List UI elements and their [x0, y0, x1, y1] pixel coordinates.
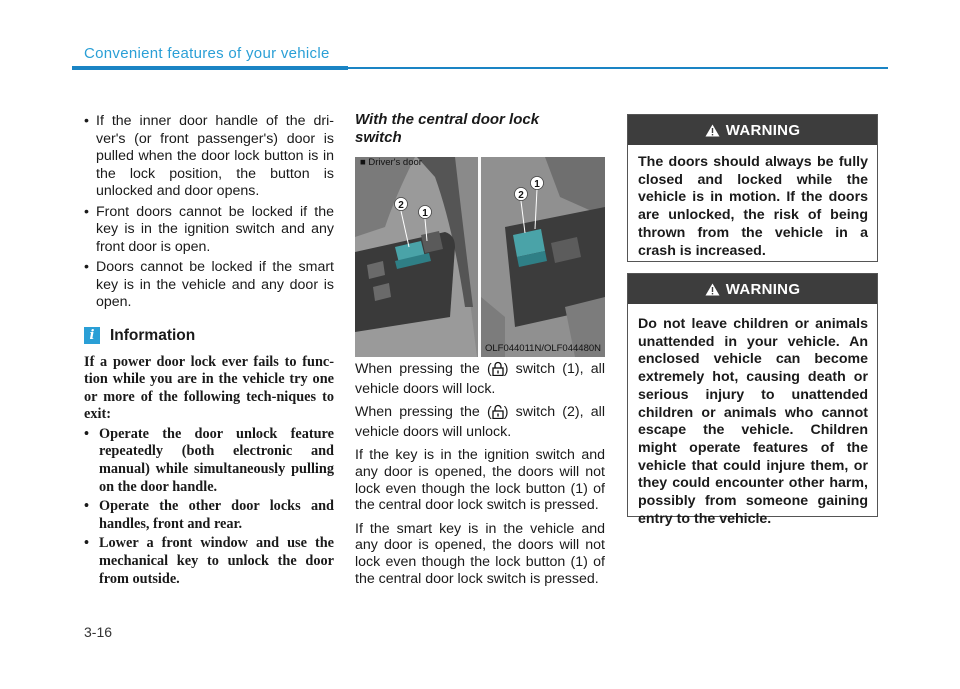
warning-box	[627, 114, 878, 262]
info-icon: i	[84, 327, 100, 344]
warning-header	[628, 115, 877, 145]
paragraph: If the smart key is in the vehicle and any door is opened, the doors will not lock even though the lock button (1) of the central door lock switch is pressed.	[355, 520, 605, 587]
door-switch-figure	[355, 157, 605, 357]
header-rule	[348, 67, 888, 69]
information-heading	[84, 327, 334, 345]
figure-code: OLF044011N/OLF044480N	[484, 343, 601, 354]
door-switch-illustration	[355, 157, 605, 357]
warning-box	[627, 273, 878, 527]
list-item: • Operate the other door locks and handles, front and rear.	[84, 498, 334, 533]
warning-label: WARNING	[725, 121, 801, 139]
text-run: ) switch (2), all vehicle doors will unlock.	[355, 404, 605, 440]
paragraph: If the key is in the ignition switch and any door is opened, the doors will not lock even though the lock button (1) of the central door lock switch is pressed.	[355, 447, 605, 514]
warning-header	[628, 274, 877, 304]
callout-1: 1	[534, 179, 540, 190]
warning-triangle-icon	[705, 124, 720, 137]
information-list	[84, 426, 334, 588]
callout-2: 2	[518, 190, 524, 201]
section-title: With the central door lock switch	[355, 111, 540, 146]
chapter-title: Convenient features of your vehicle	[84, 45, 330, 62]
warning-label: WARNING	[725, 280, 801, 298]
text-run: ) switch (1), all vehicle doors will lock.	[355, 361, 605, 397]
unlock-icon	[492, 404, 504, 424]
information-body	[84, 354, 334, 589]
list-item: • Operate the door unlock feature repeatedly (both electronic and manual) while simultaneously pulling on the door handle.	[84, 426, 334, 496]
list-item: • Doors cannot be locked if the smart key is in the vehicle and any door is open.	[84, 259, 334, 312]
section-body	[355, 361, 605, 594]
warning-text: The doors should always be fully closed and locked while the vehicle is in motion. If the doors are unlocked, the risk of being thrown from the vehicle in a crash is increased.	[638, 154, 868, 259]
list-item: • Lower a front window and use the mechanical key to unlock the door from outside.	[84, 535, 334, 588]
warning-text: Do not leave children or animals unattended in your vehicle. An enclosed vehicle can become extremely hot, causing death or serious injury to unattended children or animals who cannot escape the vehicle. Children might operate features of the vehicle that could injure them, or they could encounter other harm, possibly from someone gaining entry to the vehicle.	[638, 316, 868, 527]
page-number: 3-16	[84, 624, 113, 640]
list-item: • Front doors cannot be locked if the key is in the ignition switch and any front door is open.	[84, 204, 334, 257]
callout-1: 1	[422, 208, 428, 219]
information-intro: If a power door lock ever fails to func-tion while you are in the vehicle try one or more of the following tech-niques to exit:	[84, 353, 334, 423]
paragraph-unlock	[355, 404, 605, 440]
callout-2: 2	[398, 200, 404, 211]
paragraph-lock	[355, 361, 605, 397]
middle-column	[355, 111, 605, 587]
text-run: When pressing the (	[355, 404, 492, 421]
notes-list	[84, 113, 334, 312]
warning-triangle-icon	[705, 283, 720, 296]
left-column	[84, 113, 334, 588]
information-title: Information	[110, 326, 196, 344]
lock-icon	[492, 361, 504, 381]
text-run: When pressing the (	[355, 361, 492, 377]
header-rule-accent	[72, 66, 348, 70]
figure-caption: ■ Driver's door	[360, 157, 422, 168]
list-item: • If the inner door handle of the dri-ver's (or front passenger's) door is pulled when the door lock button is in the lock position, the button is unlocked and door opens.	[84, 113, 334, 201]
